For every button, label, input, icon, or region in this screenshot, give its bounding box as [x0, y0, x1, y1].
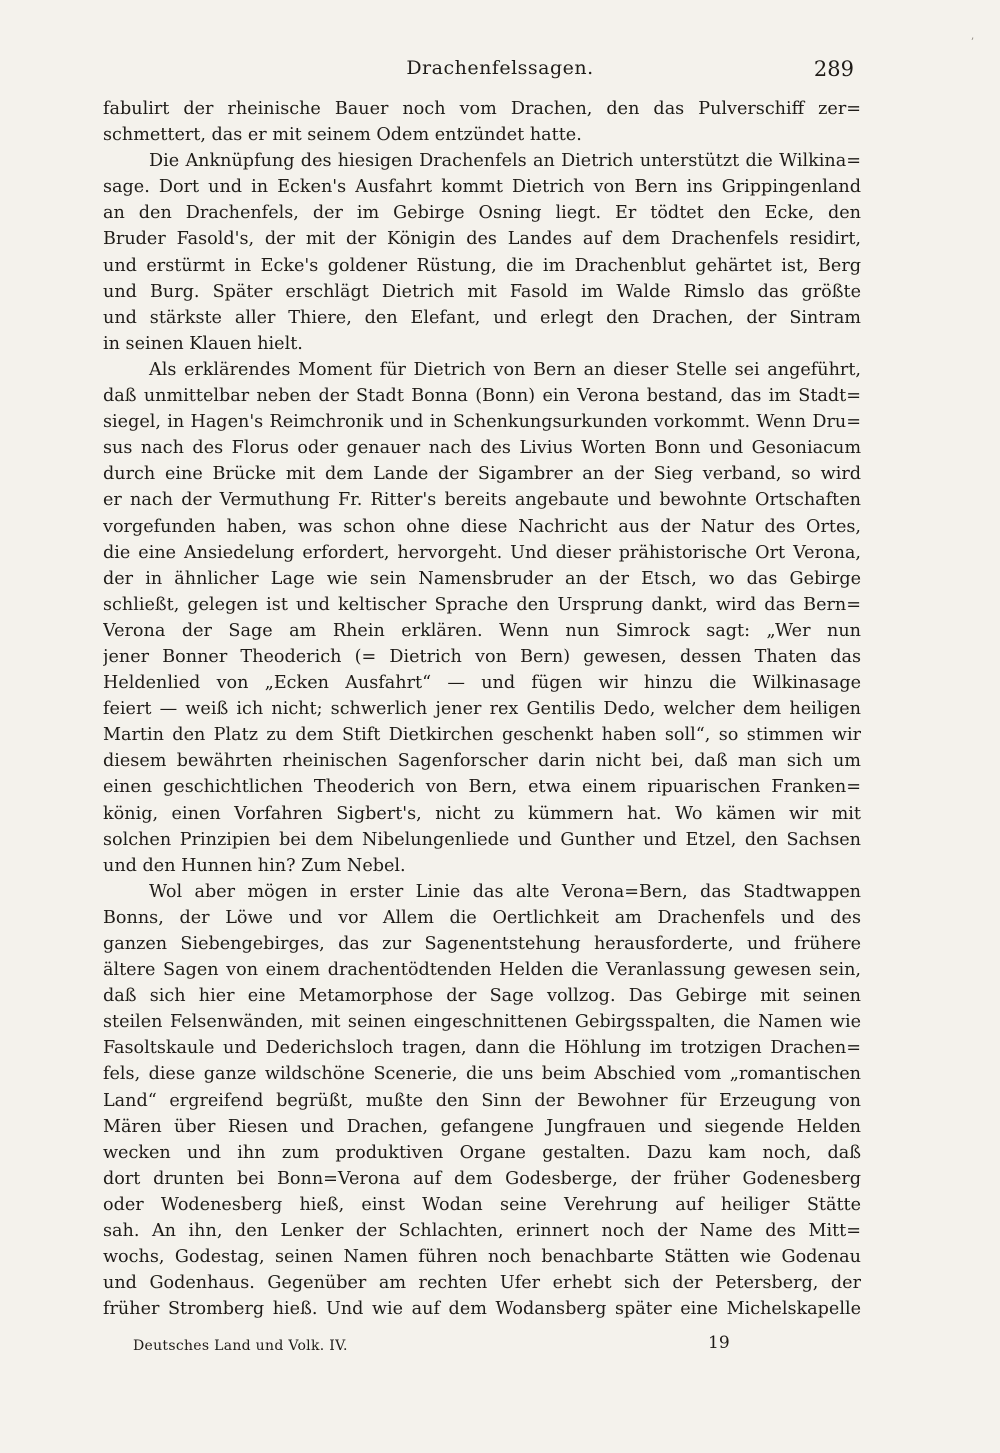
text-line: und stärkste aller Thiere, den Elefant, und erlegt den Drachen, der Sintram [103, 307, 861, 328]
text-line: steilen Felsenwänden, mit seinen eingeschnittenen Gebirgsspalten, die Namen wie [103, 1012, 861, 1033]
margin-mark: ’ [970, 37, 974, 48]
text-line: Fasoltskaule und Dederichsloch tragen, dann die Höhlung im trotzigen Drachen= [103, 1038, 861, 1059]
text-line: schließt, gelegen ist und keltischer Sprache den Ursprung dankt, wird das Bern= [103, 594, 861, 615]
text-line: vorgefunden haben, was schon ohne diese Nachricht aus der Natur des Ortes, [103, 516, 861, 537]
running-title: Drachenfelssagen. [406, 57, 594, 79]
text-line: jener Bonner Theoderich (= Dietrich von Bern) gewesen, dessen Thaten das [103, 646, 861, 667]
text-line: diesem bewährten rheinischen Sagenforscher darin nicht bei, daß man sich um [103, 751, 861, 772]
text-line: dort drunten bei Bonn=Verona auf dem Godesberge, der früher Godenesberg [103, 1168, 861, 1189]
text-line: oder Wodenesberg hieß, einst Wodan seine Verehrung auf heiliger Stätte [103, 1194, 861, 1215]
text-line: in seinen Klauen hielt. [103, 333, 303, 354]
text-line: wochs, Godestag, seinen Namen führen noch benachbarte Stätten wie Godenau [103, 1247, 861, 1268]
text-line: Land“ ergreifend begrüßt, mußte den Sinn der Bewohner für Erzeugung von [103, 1090, 861, 1111]
text-line: könig, einen Vorfahren Sigbert's, nicht zu kümmern hat. Wo kämen wir mit [103, 803, 861, 824]
text-line: früher Stromberg hieß. Und wie auf dem Wodansberg später eine Michelskapelle [103, 1299, 861, 1320]
text-line: Als erklärendes Moment für Dietrich von Bern an dieser Stelle sei angeführt, [149, 359, 861, 380]
text-line: sah. An ihn, den Lenker der Schlachten, erinnert noch der Name des Mitt= [103, 1221, 861, 1242]
text-line: Bonns, der Löwe und vor Allem die Oertlichkeit am Drachenfels und des [103, 907, 861, 928]
text-line: schmettert, das er mit seinem Odem entzündet hatte. [103, 125, 582, 146]
text-line: fels, diese ganze wildschöne Scenerie, die uns beim Abschied vom „romantischen [103, 1064, 861, 1085]
text-line: siegel, in Hagen's Reimchronik und in Schenkungsurkunden vorkommt. Wenn Dru= [103, 412, 861, 433]
text-line: an den Drachenfels, der im Gebirge Osning liegt. Er tödtet den Ecke, den [103, 203, 861, 224]
footer-signature: Deutsches Land und Volk. IV. [133, 1338, 348, 1354]
text-line: wecken und ihn zum produktiven Organe gestalten. Dazu kam noch, daß [103, 1142, 861, 1163]
text-line: Heldenlied von „Ecken Ausfahrt“ — und fügen wir hinzu die Wilkinasage [103, 673, 861, 694]
text-line: einen geschichtlichen Theoderich von Bern, etwa einem ripuarischen Franken= [103, 777, 861, 798]
text-line: und erstürmt in Ecke's goldener Rüstung, die im Drachenblut gehärtet ist, Berg [103, 255, 861, 276]
text-line: und Burg. Später erschlägt Dietrich mit Fasold im Walde Rimslo das größte [103, 281, 861, 302]
text-line: der in ähnlicher Lage wie sein Namensbruder an der Etsch, wo das Gebirge [103, 568, 861, 589]
text-line: Die Anknüpfung des hiesigen Drachenfels an Dietrich unterstützt die Wilkina= [149, 151, 861, 172]
text-line: solchen Prinzipien bei dem Nibelungenliede und Gunther und Etzel, den Sachsen [103, 829, 861, 850]
text-line: sage. Dort und in Ecken's Ausfahrt kommt Dietrich von Bern ins Grippingenland [103, 177, 861, 198]
page-number: 289 [813, 57, 854, 81]
text-line: fabulirt der rheinische Bauer noch vom Drachen, den das Pulverschiff zer= [103, 99, 861, 119]
text-line: Martin den Platz zu dem Stift Dietkirchen geschenkt haben soll“, so stimmen wir [103, 725, 861, 746]
text-line: durch eine Brücke mit dem Lande der Sigambrer an der Sieg verband, so wird [103, 464, 861, 485]
text-line: Mären über Riesen und Drachen, gefangene Jungfrauen und siegende Helden [103, 1116, 861, 1137]
text-line: feiert — weiß ich nicht; schwerlich jener rex Gentilis Dedo, welcher dem heiligen [103, 699, 861, 720]
body-text [103, 96, 861, 1349]
text-line: ganzen Siebengebirges, das zur Sagenentstehung herausforderte, und frühere [103, 934, 861, 954]
text-line: ältere Sagen von einem drachentödtenden Helden die Veranlassung gewesen sein, [103, 960, 861, 981]
text-line: und Godenhaus. Gegenüber am rechten Ufer erhebt sich der Petersberg, der [103, 1273, 861, 1294]
text-line: Bruder Fasold's, der mit der Königin des Landes auf dem Drachenfels residirt, [103, 229, 861, 250]
text-line: daß sich hier eine Metamorphose der Sage vollzog. Das Gebirge mit seinen [103, 986, 861, 1007]
sheet-number: 19 [708, 1333, 730, 1353]
text-line: die eine Ansiedelung erfordert, hervorgeht. Und dieser prähistorische Ort Verona, [103, 542, 861, 563]
text-line: sus nach des Florus oder genauer nach des Livius Worten Bonn und Gesoniacum [103, 438, 861, 459]
text-line: er nach der Vermuthung Fr. Ritter's bereits angebaute und bewohnte Ortschaften [103, 490, 861, 511]
text-line: daß unmittelbar neben der Stadt Bonna (Bonn) ein Verona bestand, das im Stadt= [103, 386, 861, 407]
text-line: Wol aber mögen in erster Linie das alte Verona=Bern, das Stadtwappen [149, 881, 861, 902]
text-line: Verona der Sage am Rhein erklären. Wenn nun Simrock sagt: „Wer nun [103, 620, 861, 641]
text-line: und den Hunnen hin? Zum Nebel. [103, 855, 406, 876]
